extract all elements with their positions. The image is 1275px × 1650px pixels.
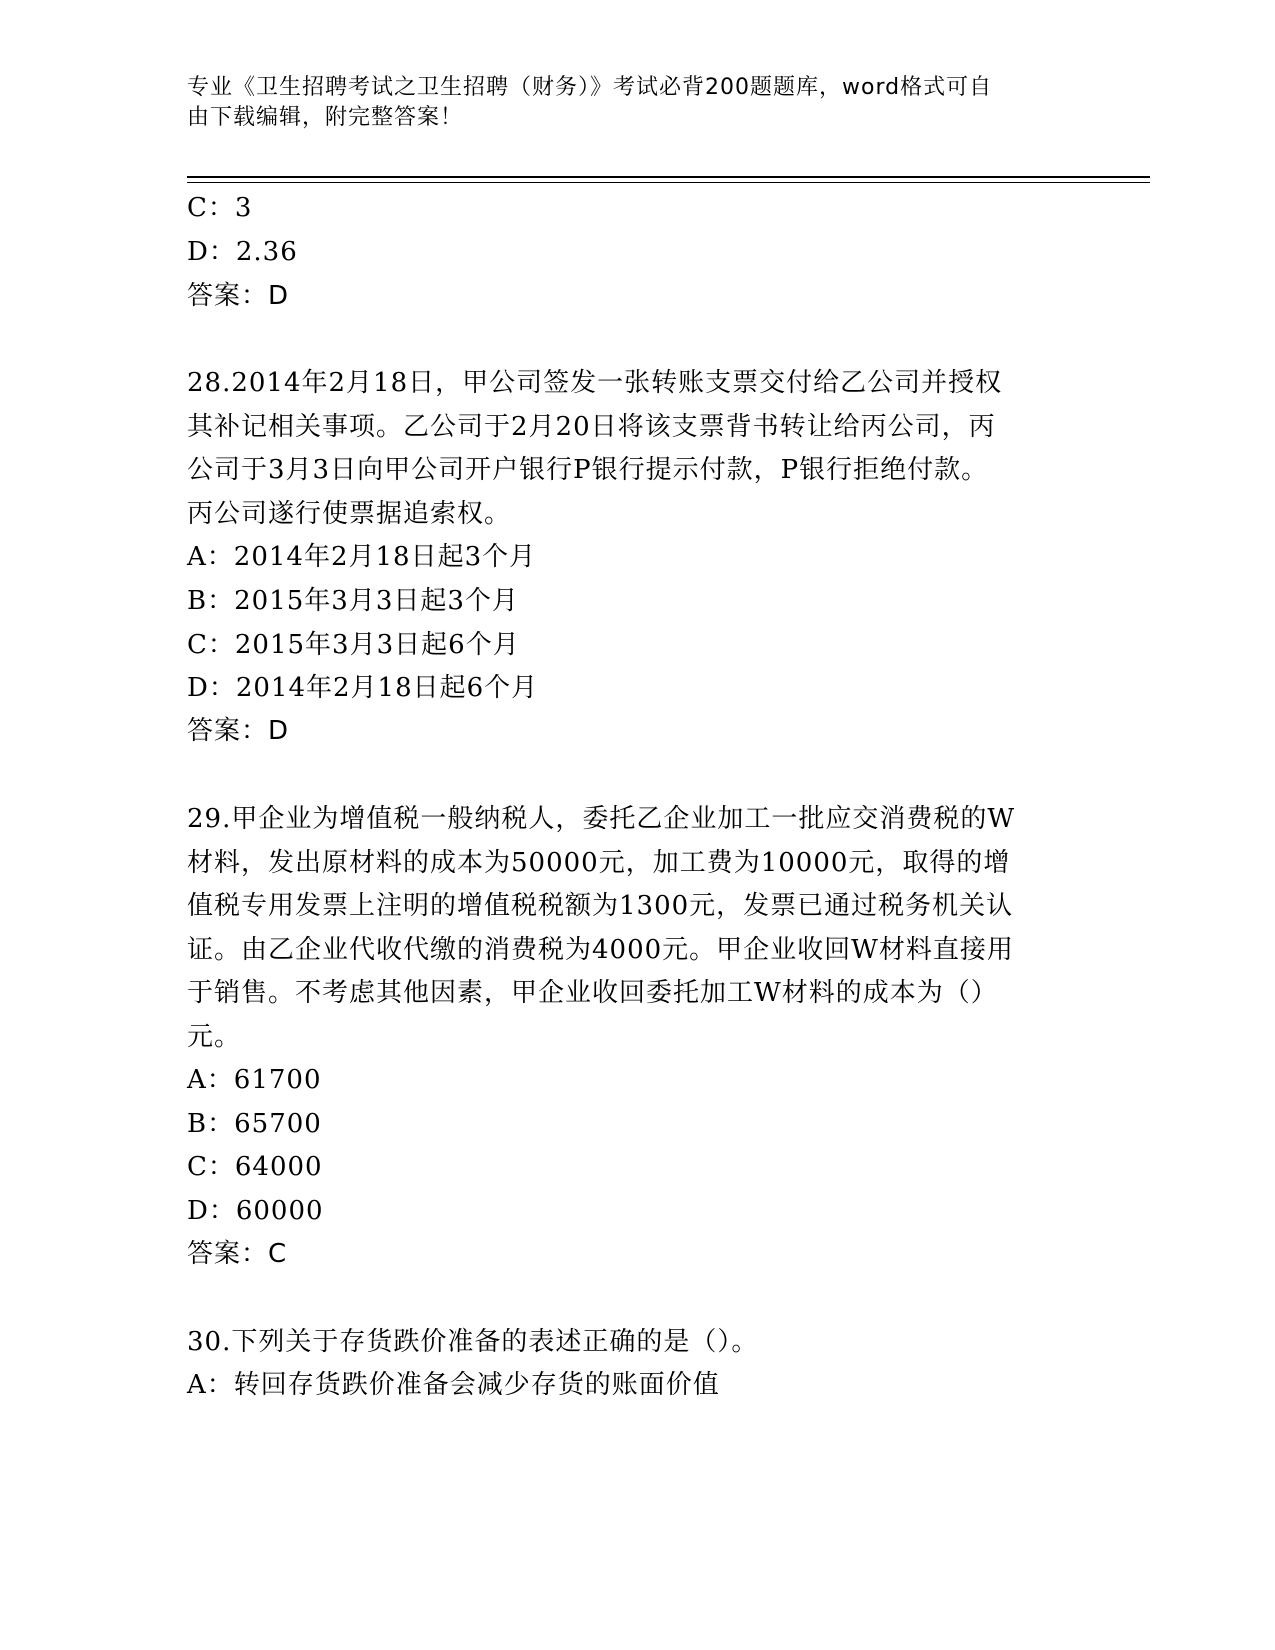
q28-answer: 答案：D xyxy=(187,716,290,746)
q29-stem-line: 29.甲企业为增值税一般纳税人，委托乙企业加工一批应交消费税的W xyxy=(187,804,1016,834)
q29-stem-line: 材料，发出原材料的成本为50000元，加工费为10000元，取得的增 xyxy=(187,848,1011,878)
q28-option-d: D：2014年2月18日起6个月 xyxy=(187,673,539,703)
q27-option-c: C：3 xyxy=(187,193,253,223)
q29-option-a: A：61700 xyxy=(187,1065,322,1095)
header-rule-thick xyxy=(187,176,1150,178)
q27-option-d: D：2.36 xyxy=(187,237,298,267)
header-rule-thin xyxy=(187,182,1150,183)
q29-option-c: C：64000 xyxy=(187,1152,323,1182)
q29-option-d: D：60000 xyxy=(187,1196,324,1226)
q28-stem-line: 28.2014年2月18日，甲公司签发一张转账支票交付给乙公司并授权 xyxy=(187,368,1003,398)
q27-answer: 答案：D xyxy=(187,281,290,311)
q28-stem-line: 丙公司遂行使票据追索权。 xyxy=(187,499,512,529)
q29-stem-line: 值税专用发票上注明的增值税税额为1300元，发票已通过税务机关认 xyxy=(187,891,1014,921)
q29-option-b: B：65700 xyxy=(187,1109,322,1139)
q29-stem-line: 于销售。不考虑其他因素，甲企业收回委托加工W材料的成本为（） xyxy=(187,978,998,1008)
header-line-2: 由下载编辑，附完整答案！ xyxy=(187,105,464,130)
q28-stem-line: 其补记相关事项。乙公司于2月20日将该支票背书转让给丙公司，丙 xyxy=(187,412,996,442)
q30-stem-line: 30.下列关于存货跌价准备的表述正确的是（）。 xyxy=(187,1327,759,1357)
q28-stem-line: 公司于3月3日向甲公司开户银行P银行提示付款，P银行拒绝付款。 xyxy=(187,455,989,485)
q29-answer: 答案：C xyxy=(187,1239,288,1269)
q29-stem-line: 元。 xyxy=(187,1022,242,1052)
header-line-1: 专业《卫生招聘考试之卫生招聘（财务）》考试必背200题题库，word格式可自 xyxy=(187,75,993,100)
q28-option-a: A：2014年2月18日起3个月 xyxy=(187,542,537,572)
q28-option-b: B：2015年3月3日起3个月 xyxy=(187,586,519,616)
q30-option-a: A：转回存货跌价准备会减少存货的账面价值 xyxy=(187,1370,720,1400)
q28-option-c: C：2015年3月3日起6个月 xyxy=(187,630,520,660)
document-header xyxy=(187,73,1067,133)
q29-stem-line: 证。由乙企业代收代缴的消费税为4000元。甲企业收回W材料直接用 xyxy=(187,935,1014,965)
